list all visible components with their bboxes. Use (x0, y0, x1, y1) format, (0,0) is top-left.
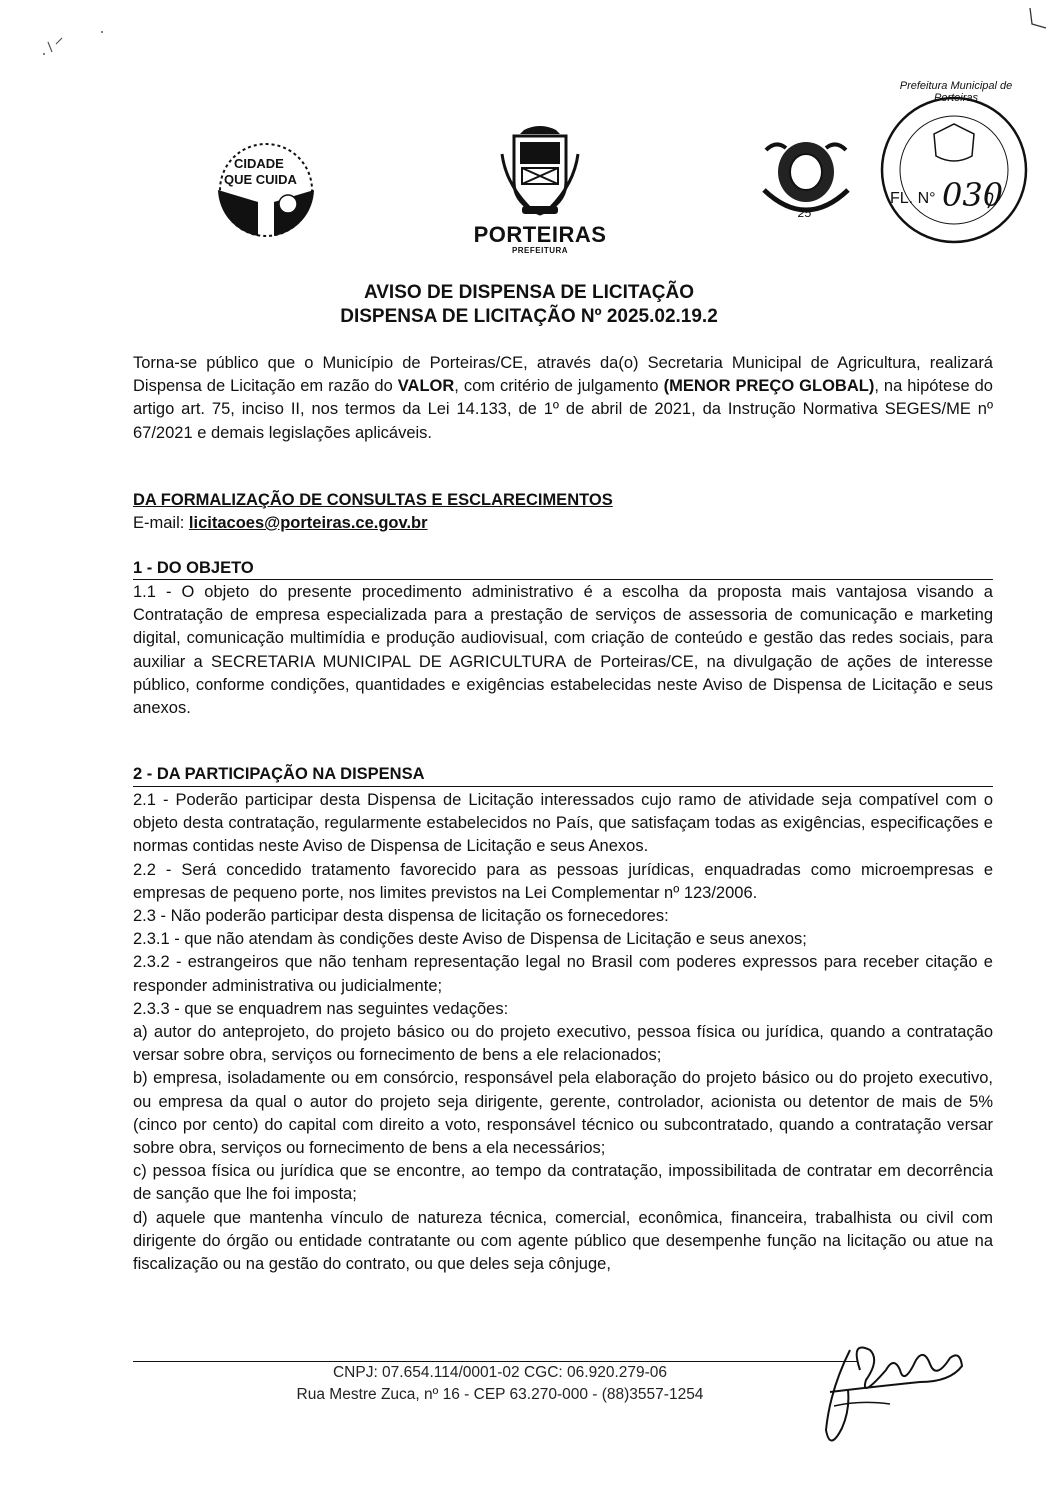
section-objeto-heading: 1 - DO OBJETO (133, 559, 254, 577)
intro-paragraph (133, 352, 993, 445)
clause-2-3-1: 2.3.1 - que não atendam às condições deste Aviso de Dispensa de Licitação e seus anexos; (133, 930, 807, 949)
email-line (133, 514, 428, 533)
stamp-page-number: 030 (942, 176, 1004, 214)
section-divider (133, 786, 993, 787)
clause-d: d) aquele que mantenha vínculo de natureza técnica, comercial, econômica, financeira, trabalhista ou civil com dirigente do órgão ou entidade contratante ou com agente público que desempenhe função na licitação ou atue na fiscalização ou na gestão do contrato, ou que deles seja cônjuge, (133, 1208, 993, 1274)
handwritten-signature (790, 1330, 990, 1460)
footer-cnpj: CNPJ: 07.654.114/0001-02 CGC: 06.920.279-06 (332, 1364, 668, 1381)
clause-2-3-2: 2.3.2 - estrangeiros que não tenham representação legal no Brasil com poderes expressos para receber citação e responder administrativa ou judicialmente; (133, 953, 993, 995)
seal2-number: 25 (798, 206, 812, 220)
clause-2-1: 2.1 - Poderão participar desta Dispensa de Licitação interessados cujo ramo de atividade seja compatível com o objeto desta contratação, regularmente estabelecidos no País, que satisfaçam todas as exigências, especificações e normas contidas neste Aviso de Dispensa de Licitação e seus Anexos. (133, 791, 993, 856)
cidade-que-cuida-logo (208, 140, 326, 240)
municipal-stamp (868, 80, 1040, 244)
intro-text-2: , com critério de julgamento (454, 377, 664, 396)
cidade-logo-line2: QUE CUIDA (224, 172, 297, 187)
section-divider (133, 579, 993, 580)
intro-bold-criterio: (MENOR PREÇO GLOBAL) (663, 377, 875, 396)
objeto-paragraph: 1.1 - O objeto do presente procedimento administrativo é a escolha da proposta mais vantajosa visando a Contratação de empresa especializada para a prestação de serviços de assessoria de comunicação e marketing digital, comunicação multimídia e produção audiovisual, com criação de conteúdo e gestão das redes sociais, para auxiliar a SECRETARIA MUNICIPAL DE AGRICULTURA de Porteiras/CE, na divulgação de ações de interesse público, conforme condições, quantidades e exigências estabelecidas neste Aviso de Dispensa de Licitação e seus anexos. (133, 583, 993, 718)
email-label: E-mail: (133, 514, 189, 532)
stamp-circular-text: Prefeitura Municipal de Porteiras (899, 80, 1013, 104)
scan-specks (30, 20, 150, 80)
brand-subtitle: PREFEITURA (511, 246, 569, 255)
clause-b: b) empresa, isoladamente ou em consórcio, responsável pela elaboração do projeto básico ou do projeto executivo, ou empresa da qual o autor do projeto seja dirigente, gerente, controlador, acionista ou detentor de mais de 5% (cinco por cento) do capital com direito a voto, responsável técnico ou subcontratado, quando a contratação versar sobre obra, serviços ou fornecimento de bens a ela necessários; (133, 1069, 993, 1158)
footer-address: Rua Mestre Zuca, nº 16 - CEP 63.270-000 - (88)3557-1254 (296, 1386, 704, 1403)
cidade-logo-line1: CIDADE (234, 156, 284, 171)
clause-2-3: 2.3 - Não poderão participar desta dispensa de licitação os fornecedores: (133, 907, 669, 926)
participacao-body (133, 789, 993, 1276)
corner-pen-mark-icon (1010, 6, 1050, 36)
section-participacao-heading: 2 - DA PARTICIPAÇÃO NA DISPENSA (133, 765, 425, 783)
footer-divider (133, 1361, 858, 1362)
porteiras-logo (460, 124, 620, 264)
intro-text-3: , na hipótese do artigo art. 75, inciso II, nos termos da Lei 14.133, de 1º de abril de 2021, da Instrução Normativa SEGES/ME nº 67/2021 e demais legislações aplicáveis. (133, 377, 993, 442)
clause-2-2: 2.2 - Será concedido tratamento favorecido para as pessoas jurídicas, enquadradas como microempresas e empresas de pequeno porte, nos limites previstos na Lei Complementar nº 123/2006. (133, 860, 993, 902)
state-seal-logo (756, 130, 856, 226)
consult-heading: DA FORMALIZAÇÃO DE CONSULTAS E ESCLARECIMENTOS (133, 491, 613, 509)
porteiras-crest-icon (500, 124, 580, 220)
clause-2-3-3: 2.3.3 - que se enquadrem nas seguintes vedações: (133, 999, 509, 1018)
document-title: AVISO DE DISPENSA DE LICITAÇÃO (363, 282, 695, 303)
intro-bold-valor: VALOR (397, 377, 455, 396)
brand-name: PORTEIRAS (473, 222, 607, 247)
clause-a: a) autor do anteprojeto, do projeto básico ou do projeto executivo, pessoa física ou jurídica, quando a contratação versar sobre obra, serviços ou fornecimento de bens a ele relacionados; (133, 1023, 993, 1065)
document-subtitle: DISPENSA DE LICITAÇÃO Nº 2025.02.19.2 (340, 306, 718, 327)
email-link[interactable]: licitacoes@porteiras.ce.gov.br (188, 514, 428, 532)
clause-c: c) pessoa física ou jurídica que se encontre, ao tempo da contratação, impossibilitada de contratar em decorrência de sanção que lhe foi imposta; (133, 1162, 993, 1204)
stamp-fl-label: FL. N° (890, 190, 936, 207)
intro-text-1: Torna-se público que o Município de Porteiras/CE, através da(o) Secretaria Municipal de Agricultura, realizará Dispensa de Licitação em razão do (133, 354, 993, 396)
